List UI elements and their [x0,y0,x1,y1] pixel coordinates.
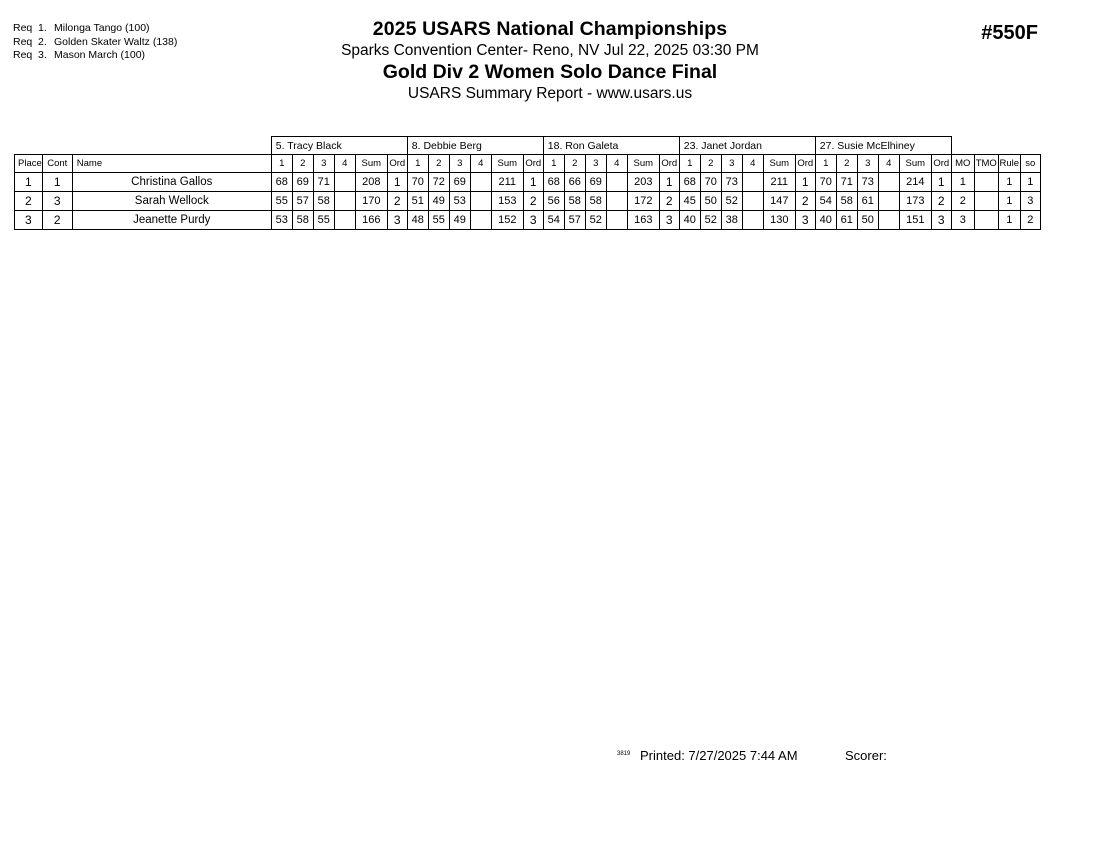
mark: 53 [449,192,470,211]
req-label: Req [13,22,33,34]
col-mark-2-j3: 2 [564,155,585,173]
judge-header-2: 8. Debbie Berg [407,137,543,155]
row-so: 3 [1020,192,1040,211]
mark: 55 [428,211,449,230]
row-name: Sarah Wellock [72,192,271,211]
mark: 61 [857,192,878,211]
row-cont: 1 [42,173,72,192]
judge-ord: 3 [659,211,679,230]
judge-ord: 1 [387,173,407,192]
mark [334,192,355,211]
col-mark-1-j3: 1 [543,155,564,173]
mark [334,173,355,192]
spacer-cell [998,137,1020,155]
row-tmo [974,192,998,211]
req-number: 1. [38,22,47,34]
col-sum-j1: Sum [355,155,387,173]
scorer-label: Scorer: [845,748,887,763]
col-mark-4-j3: 4 [606,155,627,173]
judge-header-5: 27. Susie McElhiney [815,137,951,155]
col-mark-3-j1: 3 [313,155,334,173]
judge-sum: 147 [763,192,795,211]
col-mark-1-j4: 1 [679,155,700,173]
col-mark-1-j2: 1 [407,155,428,173]
mark: 69 [585,173,606,192]
mark: 72 [428,173,449,192]
judge-sum: 170 [355,192,387,211]
mark: 50 [857,211,878,230]
col-mark-4-j4: 4 [742,155,763,173]
judge-ord: 2 [659,192,679,211]
mark: 53 [271,211,292,230]
row-place: 3 [15,211,43,230]
event-title: Gold Div 2 Women Solo Dance Final [382,61,718,83]
event-number: #550F [981,22,1038,44]
col-mark-2-j5: 2 [836,155,857,173]
col-mark-2-j2: 2 [428,155,449,173]
judge-sum: 173 [899,192,931,211]
mark [606,192,627,211]
row-mo: 1 [951,173,974,192]
mark: 68 [543,173,564,192]
mark: 66 [564,173,585,192]
mark: 48 [407,211,428,230]
judge-sum: 152 [491,211,523,230]
mark: 45 [679,192,700,211]
col-mark-4-j2: 4 [470,155,491,173]
column-header-row [15,155,1041,173]
mark: 73 [857,173,878,192]
col-ord-j2: Ord [523,155,543,173]
col-mark-4-j1: 4 [334,155,355,173]
mark: 52 [721,192,742,211]
col-ord-j5: Ord [931,155,951,173]
mark: 70 [407,173,428,192]
mark [878,173,899,192]
judge-sum: 208 [355,173,387,192]
mark: 57 [292,192,313,211]
col-ord-j4: Ord [795,155,815,173]
mark: 50 [700,192,721,211]
page-title: 2025 USARS National Championships [372,18,728,40]
row-tmo [974,173,998,192]
mark: 68 [679,173,700,192]
mark [606,173,627,192]
col-mark-4-j5: 4 [878,155,899,173]
judge-header-3: 18. Ron Galeta [543,137,679,155]
col-mark-3-j4: 3 [721,155,742,173]
judge-ord: 2 [523,192,543,211]
mark: 73 [721,173,742,192]
mark: 40 [815,211,836,230]
mark [878,192,899,211]
col-mark-2-j4: 2 [700,155,721,173]
mark: 52 [700,211,721,230]
col-name: Name [72,155,271,173]
footer-code: 3819 [617,751,631,757]
row-cont: 2 [42,211,72,230]
row-rule: 1 [998,192,1020,211]
page-header [0,18,1100,104]
judge-ord: 3 [387,211,407,230]
judge-ord: 2 [931,192,951,211]
printed-timestamp: Printed: 7/27/2025 7:44 AM [640,748,798,763]
req-number: 2. [38,35,47,48]
mark: 49 [428,192,449,211]
mark: 58 [836,192,857,211]
mark: 70 [815,173,836,192]
row-name: Jeanette Purdy [72,211,271,230]
col-place: Place [15,155,43,173]
req-label: Req [13,35,33,48]
req-text: Mason March (100) [54,49,146,61]
judge-header-1: 5. Tracy Black [271,137,407,155]
judge-ord: 1 [795,173,815,192]
col-sum-j3: Sum [627,155,659,173]
mark: 69 [292,173,313,192]
mark: 58 [585,192,606,211]
judge-sum: 163 [627,211,659,230]
mark: 71 [836,173,857,192]
col-cont: Cont [42,155,72,173]
mark: 61 [836,211,857,230]
mark [742,192,763,211]
col-mark-2-j1: 2 [292,155,313,173]
mark [742,173,763,192]
req-text: Golden Skater Waltz (138) [54,35,178,48]
col-mo: MO [951,155,974,173]
mark: 70 [700,173,721,192]
col-mark-1-j1: 1 [271,155,292,173]
judge-sum: 172 [627,192,659,211]
judge-ord: 3 [795,211,815,230]
mark [470,192,491,211]
col-sum-j4: Sum [763,155,795,173]
venue-line: Sparks Convention Center- Reno, NV Jul 22, 2025 03:30 PM [341,42,759,59]
judge-ord: 1 [931,173,951,192]
col-mark-3-j3: 3 [585,155,606,173]
judge-sum: 214 [899,173,931,192]
col-mark-1-j5: 1 [815,155,836,173]
req-text: Milonga Tango (100) [54,22,150,34]
col-mark-3-j5: 3 [857,155,878,173]
req-label: Req [13,49,33,61]
judge-ord: 3 [931,211,951,230]
mark [334,211,355,230]
report-line: USARS Summary Report - www.usars.us [407,85,693,102]
mark [742,211,763,230]
col-mark-3-j2: 3 [449,155,470,173]
col-tmo: TMO [974,155,998,173]
mark [470,173,491,192]
judge-header-4: 23. Janet Jordan [679,137,815,155]
row-mo: 3 [951,211,974,230]
mark: 54 [543,211,564,230]
scores-table [14,136,1041,230]
judge-sum: 130 [763,211,795,230]
mark: 38 [721,211,742,230]
mark: 56 [543,192,564,211]
row-cont: 3 [42,192,72,211]
row-place: 1 [15,173,43,192]
judge-ord: 2 [387,192,407,211]
mark: 55 [313,211,334,230]
score-sheet [14,136,1041,230]
spacer-cell [42,137,72,155]
mark: 58 [313,192,334,211]
judge-sum: 153 [491,192,523,211]
judge-ord: 1 [659,173,679,192]
judge-ord: 3 [523,211,543,230]
judge-sum: 151 [899,211,931,230]
col-ord-j3: Ord [659,155,679,173]
mark: 58 [564,192,585,211]
row-rule: 1 [998,173,1020,192]
col-sum-j5: Sum [899,155,931,173]
judge-ord: 1 [523,173,543,192]
col-sum-j2: Sum [491,155,523,173]
row-tmo [974,211,998,230]
mark [878,211,899,230]
mark: 68 [271,173,292,192]
spacer-cell [72,137,271,155]
judge-sum: 211 [491,173,523,192]
mark: 58 [292,211,313,230]
row-rule: 1 [998,211,1020,230]
spacer-cell [15,137,43,155]
col-ord-j1: Ord [387,155,407,173]
row-so: 1 [1020,173,1040,192]
spacer-cell [974,137,998,155]
table-row [15,211,1041,230]
col-so: so [1020,155,1040,173]
judge-ord: 2 [795,192,815,211]
judge-sum: 211 [763,173,795,192]
table-row [15,192,1041,211]
mark: 69 [449,173,470,192]
col-rule: Rule [998,155,1020,173]
table-row [15,173,1041,192]
row-name: Christina Gallos [72,173,271,192]
req-number: 3. [38,49,47,61]
judge-sum: 166 [355,211,387,230]
mark: 71 [313,173,334,192]
spacer-cell [951,137,974,155]
mark: 52 [585,211,606,230]
mark [470,211,491,230]
row-mo: 2 [951,192,974,211]
mark: 51 [407,192,428,211]
mark: 54 [815,192,836,211]
mark: 55 [271,192,292,211]
judge-header-row [15,137,1041,155]
mark: 49 [449,211,470,230]
mark [606,211,627,230]
row-place: 2 [15,192,43,211]
judge-sum: 203 [627,173,659,192]
mark: 57 [564,211,585,230]
mark: 40 [679,211,700,230]
row-so: 2 [1020,211,1040,230]
spacer-cell [1020,137,1040,155]
